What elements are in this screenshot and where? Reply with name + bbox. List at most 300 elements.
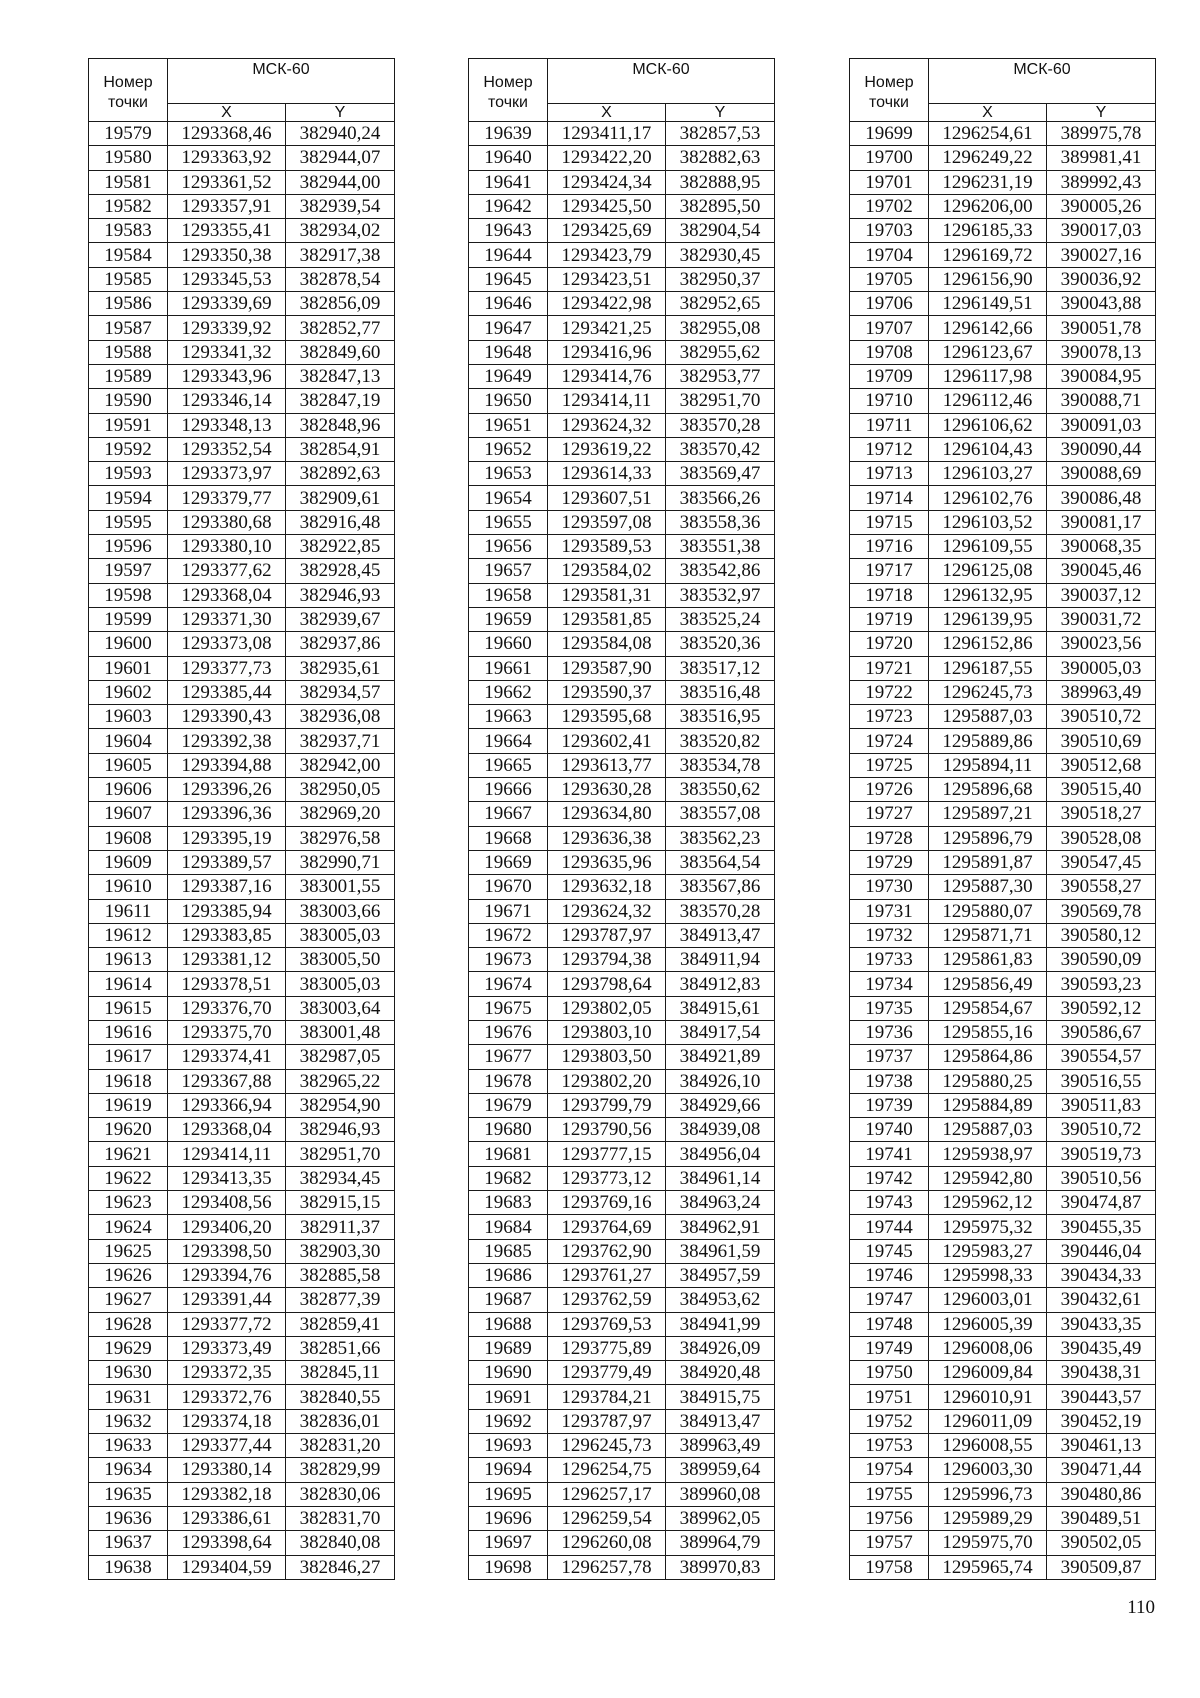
point-number-cell: 19711 <box>850 413 929 437</box>
y-coordinate-cell: 383550,62 <box>666 778 775 802</box>
y-coordinate-cell: 383005,03 <box>286 972 395 996</box>
table-header <box>89 59 395 122</box>
point-number-cell: 19757 <box>850 1531 929 1555</box>
y-coordinate-cell: 390471,44 <box>1047 1458 1156 1482</box>
x-coordinate-cell: 1293381,12 <box>168 948 286 972</box>
x-coordinate-cell: 1293769,16 <box>548 1191 666 1215</box>
x-coordinate-cell: 1293799,79 <box>548 1093 666 1117</box>
y-coordinate-cell: 382836,01 <box>286 1409 395 1433</box>
point-number-cell: 19582 <box>89 194 168 218</box>
point-number-cell: 19715 <box>850 510 929 534</box>
y-coordinate-cell: 390558,27 <box>1047 875 1156 899</box>
point-number-cell: 19583 <box>89 219 168 243</box>
table-row <box>850 583 1156 607</box>
table-row <box>850 1288 1156 1312</box>
y-coordinate-cell: 382888,95 <box>666 170 775 194</box>
point-number-cell: 19676 <box>469 1020 548 1044</box>
point-number-cell: 19692 <box>469 1409 548 1433</box>
table-row <box>850 632 1156 656</box>
table-row <box>469 1020 775 1044</box>
y-coordinate-cell: 382878,54 <box>286 267 395 291</box>
point-number-cell: 19707 <box>850 316 929 340</box>
x-coordinate-cell: 1293630,28 <box>548 778 666 802</box>
coord-system-header: МСК-60 <box>929 59 1156 104</box>
y-coordinate-cell: 382917,38 <box>286 243 395 267</box>
table-row <box>89 1263 395 1287</box>
x-coordinate-cell: 1296009,84 <box>929 1361 1047 1385</box>
y-coordinate-cell: 390027,16 <box>1047 243 1156 267</box>
point-number-cell: 19746 <box>850 1263 929 1287</box>
table-row <box>89 1434 395 1458</box>
point-number-cell: 19751 <box>850 1385 929 1409</box>
table-row <box>89 1239 395 1263</box>
y-coordinate-cell: 384953,62 <box>666 1288 775 1312</box>
point-number-cell: 19699 <box>850 122 929 146</box>
y-coordinate-cell: 390474,87 <box>1047 1191 1156 1215</box>
x-column-header: X <box>168 104 286 122</box>
point-number-cell: 19655 <box>469 510 548 534</box>
x-coordinate-cell: 1293624,32 <box>548 899 666 923</box>
x-coordinate-cell: 1293383,85 <box>168 923 286 947</box>
x-coordinate-cell: 1295998,33 <box>929 1263 1047 1287</box>
point-number-cell: 19604 <box>89 729 168 753</box>
x-coordinate-cell: 1293355,41 <box>168 219 286 243</box>
y-coordinate-cell: 390088,69 <box>1047 462 1156 486</box>
x-coordinate-cell: 1293379,77 <box>168 486 286 510</box>
y-column-header: Y <box>1047 104 1156 122</box>
table-row <box>89 1531 395 1555</box>
x-coordinate-cell: 1293408,56 <box>168 1191 286 1215</box>
x-coordinate-cell: 1293802,20 <box>548 1069 666 1093</box>
x-coordinate-cell: 1293361,52 <box>168 170 286 194</box>
point-number-cell: 19740 <box>850 1118 929 1142</box>
y-coordinate-cell: 382950,05 <box>286 778 395 802</box>
point-number-cell: 19608 <box>89 826 168 850</box>
point-number-header-line2: точки <box>488 94 528 111</box>
x-coordinate-cell: 1293777,15 <box>548 1142 666 1166</box>
table-row <box>850 1336 1156 1360</box>
point-number-cell: 19695 <box>469 1482 548 1506</box>
table-row <box>850 413 1156 437</box>
x-coordinate-cell: 1293380,14 <box>168 1458 286 1482</box>
point-number-cell: 19657 <box>469 559 548 583</box>
y-coordinate-cell: 384957,59 <box>666 1263 775 1287</box>
point-number-cell: 19731 <box>850 899 929 923</box>
x-coordinate-cell: 1293425,69 <box>548 219 666 243</box>
x-coordinate-cell: 1293378,51 <box>168 972 286 996</box>
table-row <box>850 243 1156 267</box>
y-coordinate-cell: 383001,48 <box>286 1020 395 1044</box>
point-number-cell: 19723 <box>850 705 929 729</box>
point-number-cell: 19679 <box>469 1093 548 1117</box>
x-coordinate-cell: 1296249,22 <box>929 146 1047 170</box>
x-coordinate-cell: 1293790,56 <box>548 1118 666 1142</box>
point-number-cell: 19587 <box>89 316 168 340</box>
y-coordinate-cell: 383569,47 <box>666 462 775 486</box>
point-number-cell: 19734 <box>850 972 929 996</box>
table-row <box>469 413 775 437</box>
table-row <box>89 413 395 437</box>
table-row <box>469 632 775 656</box>
table-row <box>469 1166 775 1190</box>
y-coordinate-cell: 383570,42 <box>666 437 775 461</box>
point-number-cell: 19685 <box>469 1239 548 1263</box>
point-number-cell: 19660 <box>469 632 548 656</box>
x-coordinate-cell: 1293590,37 <box>548 680 666 704</box>
x-coordinate-cell: 1293380,10 <box>168 535 286 559</box>
x-coordinate-cell: 1293584,02 <box>548 559 666 583</box>
x-coordinate-cell: 1293398,64 <box>168 1531 286 1555</box>
x-coordinate-cell: 1293595,68 <box>548 705 666 729</box>
point-number-cell: 19620 <box>89 1118 168 1142</box>
point-number-cell: 19700 <box>850 146 929 170</box>
table-row <box>469 899 775 923</box>
y-coordinate-cell: 383558,36 <box>666 510 775 534</box>
x-coordinate-cell: 1293798,64 <box>548 972 666 996</box>
x-coordinate-cell: 1296169,72 <box>929 243 1047 267</box>
x-coordinate-cell: 1295975,70 <box>929 1531 1047 1555</box>
x-coordinate-cell: 1293425,50 <box>548 194 666 218</box>
point-number-cell: 19602 <box>89 680 168 704</box>
point-number-cell: 19688 <box>469 1312 548 1336</box>
table-row <box>469 753 775 777</box>
point-number-cell: 19712 <box>850 437 929 461</box>
x-coordinate-cell: 1293421,25 <box>548 316 666 340</box>
y-coordinate-cell: 383532,97 <box>666 583 775 607</box>
table-row <box>469 1555 775 1579</box>
x-coordinate-cell: 1296005,39 <box>929 1312 1047 1336</box>
point-number-cell: 19589 <box>89 364 168 388</box>
y-coordinate-cell: 384961,59 <box>666 1239 775 1263</box>
x-coordinate-cell: 1296103,27 <box>929 462 1047 486</box>
point-number-cell: 19588 <box>89 340 168 364</box>
x-coordinate-cell: 1293802,05 <box>548 996 666 1020</box>
table-row <box>89 1020 395 1044</box>
x-coordinate-cell: 1295896,68 <box>929 778 1047 802</box>
point-number-cell: 19674 <box>469 972 548 996</box>
x-coordinate-cell: 1293803,10 <box>548 1020 666 1044</box>
x-coordinate-cell: 1293357,91 <box>168 194 286 218</box>
x-coordinate-cell: 1293367,88 <box>168 1069 286 1093</box>
point-number-header-line1: Номер <box>103 74 153 91</box>
table-row <box>469 292 775 316</box>
x-coordinate-cell: 1293581,31 <box>548 583 666 607</box>
y-coordinate-cell: 383570,28 <box>666 899 775 923</box>
table-row <box>850 146 1156 170</box>
y-coordinate-cell: 390590,09 <box>1047 948 1156 972</box>
point-number-cell: 19597 <box>89 559 168 583</box>
table-row <box>89 1288 395 1312</box>
point-number-cell: 19656 <box>469 535 548 559</box>
point-number-cell: 19661 <box>469 656 548 680</box>
x-column-header: X <box>548 104 666 122</box>
table-row <box>850 1142 1156 1166</box>
table-row <box>469 705 775 729</box>
y-coordinate-cell: 384917,54 <box>666 1020 775 1044</box>
table-row <box>89 656 395 680</box>
point-number-cell: 19595 <box>89 510 168 534</box>
y-coordinate-cell: 382937,86 <box>286 632 395 656</box>
y-coordinate-cell: 382939,67 <box>286 607 395 631</box>
point-number-cell: 19616 <box>89 1020 168 1044</box>
point-number-cell: 19619 <box>89 1093 168 1117</box>
table-row <box>850 1482 1156 1506</box>
y-coordinate-cell: 384941,99 <box>666 1312 775 1336</box>
y-coordinate-cell: 390017,03 <box>1047 219 1156 243</box>
y-coordinate-cell: 384913,47 <box>666 923 775 947</box>
y-coordinate-cell: 390461,13 <box>1047 1434 1156 1458</box>
table-row <box>850 535 1156 559</box>
point-number-cell: 19630 <box>89 1361 168 1385</box>
x-coordinate-cell: 1296003,01 <box>929 1288 1047 1312</box>
y-coordinate-cell: 383534,78 <box>666 753 775 777</box>
point-number-cell: 19622 <box>89 1166 168 1190</box>
y-coordinate-cell: 383566,26 <box>666 486 775 510</box>
x-coordinate-cell: 1293787,97 <box>548 1409 666 1433</box>
x-coordinate-cell: 1293348,13 <box>168 413 286 437</box>
x-coordinate-cell: 1296008,55 <box>929 1434 1047 1458</box>
table-row <box>469 1118 775 1142</box>
y-coordinate-cell: 384915,75 <box>666 1385 775 1409</box>
point-number-cell: 19640 <box>469 146 548 170</box>
y-coordinate-cell: 382895,50 <box>666 194 775 218</box>
x-coordinate-cell: 1293803,50 <box>548 1045 666 1069</box>
table-row <box>469 729 775 753</box>
y-coordinate-cell: 382830,06 <box>286 1482 395 1506</box>
point-number-cell: 19666 <box>469 778 548 802</box>
point-number-cell: 19653 <box>469 462 548 486</box>
y-coordinate-cell: 382951,70 <box>286 1142 395 1166</box>
point-number-cell: 19670 <box>469 875 548 899</box>
x-coordinate-cell: 1293343,96 <box>168 364 286 388</box>
table-row <box>850 1020 1156 1044</box>
table-row <box>89 826 395 850</box>
point-number-cell: 19632 <box>89 1409 168 1433</box>
y-coordinate-cell: 383005,50 <box>286 948 395 972</box>
table-row <box>850 802 1156 826</box>
y-coordinate-cell: 390569,78 <box>1047 899 1156 923</box>
point-number-cell: 19742 <box>850 1166 929 1190</box>
point-number-cell: 19601 <box>89 656 168 680</box>
table-row <box>89 875 395 899</box>
y-coordinate-cell: 382976,58 <box>286 826 395 850</box>
point-number-cell: 19629 <box>89 1336 168 1360</box>
table-row <box>469 243 775 267</box>
table-row <box>89 607 395 631</box>
point-number-cell: 19704 <box>850 243 929 267</box>
table-row <box>469 267 775 291</box>
x-coordinate-cell: 1293422,98 <box>548 292 666 316</box>
point-number-cell: 19592 <box>89 437 168 461</box>
y-coordinate-cell: 382904,54 <box>666 219 775 243</box>
point-number-cell: 19739 <box>850 1093 929 1117</box>
y-coordinate-cell: 382845,11 <box>286 1361 395 1385</box>
y-coordinate-cell: 382840,08 <box>286 1531 395 1555</box>
x-coordinate-cell: 1293389,57 <box>168 850 286 874</box>
point-number-cell: 19614 <box>89 972 168 996</box>
table-row <box>89 948 395 972</box>
table-row <box>89 996 395 1020</box>
x-coordinate-cell: 1296123,67 <box>929 340 1047 364</box>
y-coordinate-cell: 384911,94 <box>666 948 775 972</box>
point-number-cell: 19603 <box>89 705 168 729</box>
x-coordinate-cell: 1293787,97 <box>548 923 666 947</box>
y-coordinate-cell: 390519,73 <box>1047 1142 1156 1166</box>
x-coordinate-cell: 1293387,16 <box>168 875 286 899</box>
point-number-cell: 19680 <box>469 1118 548 1142</box>
x-coordinate-cell: 1296257,17 <box>548 1482 666 1506</box>
x-coordinate-cell: 1296008,06 <box>929 1336 1047 1360</box>
y-coordinate-cell: 390023,56 <box>1047 632 1156 656</box>
y-coordinate-cell: 390586,67 <box>1047 1020 1156 1044</box>
y-coordinate-cell: 382847,13 <box>286 364 395 388</box>
y-coordinate-cell: 382937,71 <box>286 729 395 753</box>
x-coordinate-cell: 1296011,09 <box>929 1409 1047 1433</box>
x-coordinate-cell: 1293372,35 <box>168 1361 286 1385</box>
point-number-cell: 19730 <box>850 875 929 899</box>
table-row <box>89 1385 395 1409</box>
table-row <box>89 705 395 729</box>
point-number-cell: 19584 <box>89 243 168 267</box>
point-number-cell: 19681 <box>469 1142 548 1166</box>
x-coordinate-cell: 1296257,78 <box>548 1555 666 1579</box>
x-coordinate-cell: 1296125,08 <box>929 559 1047 583</box>
y-coordinate-cell: 389963,49 <box>666 1434 775 1458</box>
x-coordinate-cell: 1293374,18 <box>168 1409 286 1433</box>
point-number-cell: 19735 <box>850 996 929 1020</box>
y-coordinate-cell: 384939,08 <box>666 1118 775 1142</box>
x-coordinate-cell: 1293345,53 <box>168 267 286 291</box>
y-coordinate-cell: 384912,83 <box>666 972 775 996</box>
y-coordinate-cell: 382857,53 <box>666 122 775 146</box>
table-row <box>89 364 395 388</box>
table-row <box>89 510 395 534</box>
table-row <box>469 462 775 486</box>
x-coordinate-cell: 1296260,08 <box>548 1531 666 1555</box>
point-number-cell: 19652 <box>469 437 548 461</box>
table-header <box>469 59 775 122</box>
table-row <box>89 1458 395 1482</box>
x-coordinate-cell: 1296187,55 <box>929 656 1047 680</box>
table-row <box>469 1361 775 1385</box>
x-coordinate-cell: 1293587,90 <box>548 656 666 680</box>
table-row <box>850 340 1156 364</box>
point-number-cell: 19754 <box>850 1458 929 1482</box>
x-coordinate-cell: 1293423,51 <box>548 267 666 291</box>
point-number-cell: 19605 <box>89 753 168 777</box>
table-row <box>850 875 1156 899</box>
x-coordinate-cell: 1293404,59 <box>168 1555 286 1579</box>
x-coordinate-cell: 1295962,12 <box>929 1191 1047 1215</box>
x-coordinate-cell: 1295887,03 <box>929 1118 1047 1142</box>
y-coordinate-cell: 382940,24 <box>286 122 395 146</box>
table-row <box>850 826 1156 850</box>
table-row <box>469 1458 775 1482</box>
y-coordinate-cell: 390043,88 <box>1047 292 1156 316</box>
x-coordinate-cell: 1293377,44 <box>168 1434 286 1458</box>
point-number-cell: 19585 <box>89 267 168 291</box>
point-number-cell: 19645 <box>469 267 548 291</box>
y-column-header: Y <box>666 104 775 122</box>
y-coordinate-cell: 390078,13 <box>1047 340 1156 364</box>
table-row <box>850 1385 1156 1409</box>
table-row <box>850 1045 1156 1069</box>
x-coordinate-cell: 1293614,33 <box>548 462 666 486</box>
x-coordinate-cell: 1293762,59 <box>548 1288 666 1312</box>
point-number-cell: 19673 <box>469 948 548 972</box>
y-coordinate-cell: 382954,90 <box>286 1093 395 1117</box>
table-row <box>850 316 1156 340</box>
x-coordinate-cell: 1293794,38 <box>548 948 666 972</box>
x-coordinate-cell: 1293366,94 <box>168 1093 286 1117</box>
table-row <box>89 1361 395 1385</box>
x-coordinate-cell: 1293368,46 <box>168 122 286 146</box>
x-coordinate-cell: 1293391,44 <box>168 1288 286 1312</box>
x-coordinate-cell: 1293406,20 <box>168 1215 286 1239</box>
table-row <box>850 194 1156 218</box>
point-number-cell: 19644 <box>469 243 548 267</box>
point-number-cell: 19649 <box>469 364 548 388</box>
point-number-cell: 19665 <box>469 753 548 777</box>
y-coordinate-cell: 382936,08 <box>286 705 395 729</box>
point-number-cell: 19625 <box>89 1239 168 1263</box>
y-coordinate-cell: 384921,89 <box>666 1045 775 1069</box>
table-row <box>469 1191 775 1215</box>
table-row <box>850 753 1156 777</box>
y-coordinate-cell: 382916,48 <box>286 510 395 534</box>
table-row <box>850 1191 1156 1215</box>
y-coordinate-cell: 390438,31 <box>1047 1361 1156 1385</box>
point-number-cell: 19664 <box>469 729 548 753</box>
x-coordinate-cell: 1293341,32 <box>168 340 286 364</box>
x-coordinate-cell: 1293411,17 <box>548 122 666 146</box>
point-number-cell: 19736 <box>850 1020 929 1044</box>
table-row <box>469 1215 775 1239</box>
point-number-cell: 19635 <box>89 1482 168 1506</box>
x-coordinate-cell: 1293390,43 <box>168 705 286 729</box>
x-coordinate-cell: 1295889,86 <box>929 729 1047 753</box>
y-coordinate-cell: 382851,66 <box>286 1336 395 1360</box>
x-coordinate-cell: 1296139,95 <box>929 607 1047 631</box>
point-number-cell: 19636 <box>89 1506 168 1530</box>
table-row <box>89 1482 395 1506</box>
table-row <box>850 996 1156 1020</box>
x-coordinate-cell: 1293416,96 <box>548 340 666 364</box>
table-row <box>850 680 1156 704</box>
point-number-cell: 19662 <box>469 680 548 704</box>
table-row <box>850 656 1156 680</box>
x-coordinate-cell: 1296106,62 <box>929 413 1047 437</box>
x-coordinate-cell: 1296103,52 <box>929 510 1047 534</box>
point-number-cell: 19717 <box>850 559 929 583</box>
y-coordinate-cell: 382846,27 <box>286 1555 395 1579</box>
x-coordinate-cell: 1296156,90 <box>929 267 1047 291</box>
y-coordinate-cell: 389975,78 <box>1047 122 1156 146</box>
point-number-cell: 19596 <box>89 535 168 559</box>
x-coordinate-cell: 1295880,07 <box>929 899 1047 923</box>
y-coordinate-cell: 383525,24 <box>666 607 775 631</box>
table-row <box>469 316 775 340</box>
y-coordinate-cell: 390090,44 <box>1047 437 1156 461</box>
point-number-cell: 19599 <box>89 607 168 631</box>
y-coordinate-cell: 390446,04 <box>1047 1239 1156 1263</box>
y-coordinate-cell: 384915,61 <box>666 996 775 1020</box>
x-coordinate-cell: 1293422,20 <box>548 146 666 170</box>
point-number-cell: 19698 <box>469 1555 548 1579</box>
y-coordinate-cell: 382911,37 <box>286 1215 395 1239</box>
point-number-cell: 19718 <box>850 583 929 607</box>
y-coordinate-cell: 390515,40 <box>1047 778 1156 802</box>
